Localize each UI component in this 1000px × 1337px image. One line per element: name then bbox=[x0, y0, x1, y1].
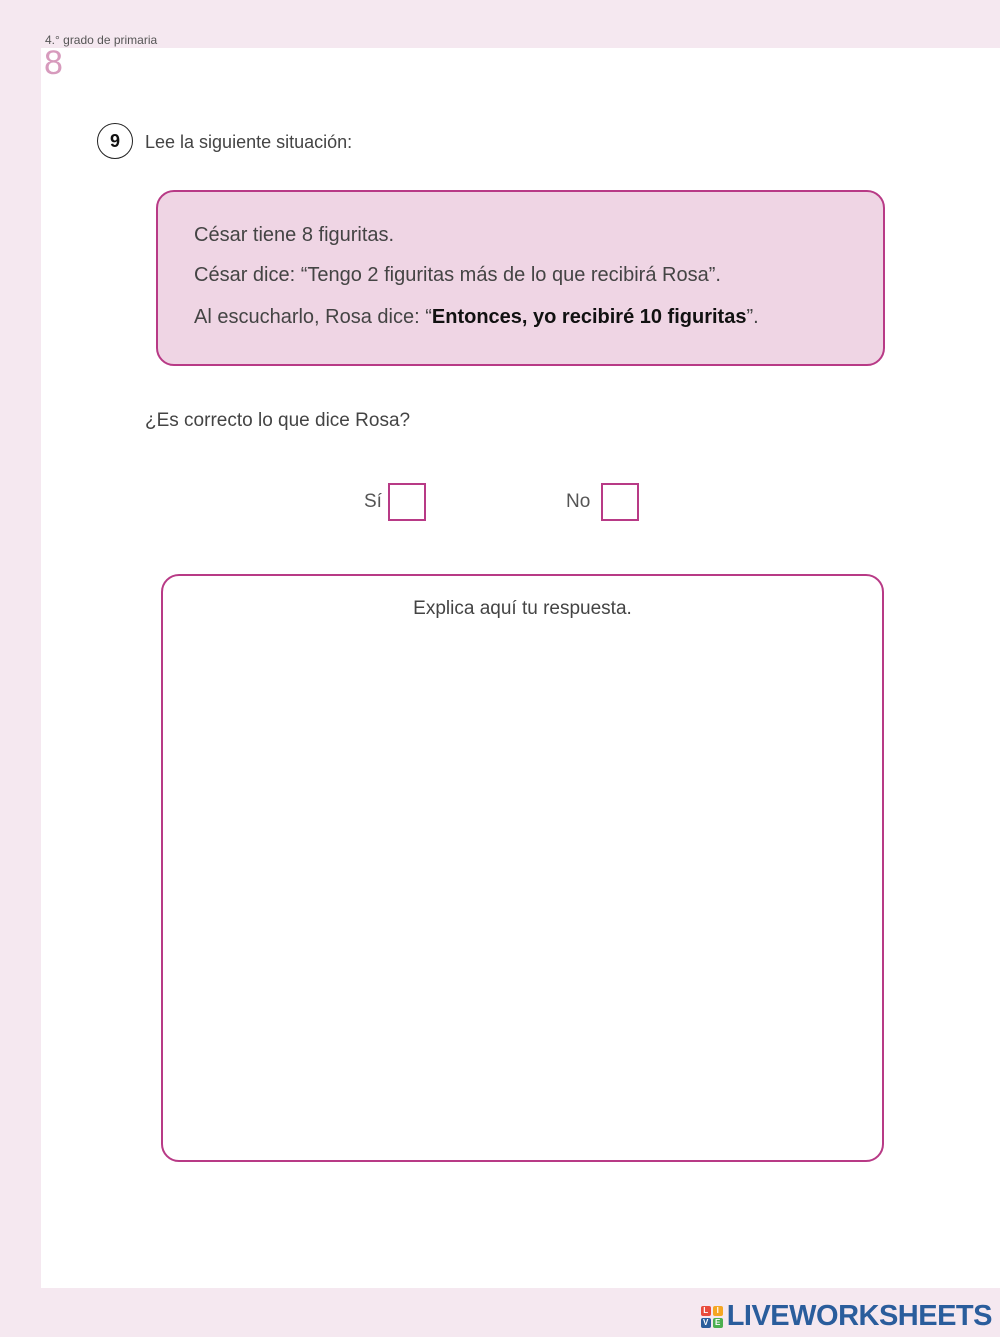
answer-label: Explica aquí tu respuesta. bbox=[413, 598, 632, 619]
grade-label: 4.° grado de primaria bbox=[45, 33, 158, 47]
choice-question: ¿Es correcto lo que dice Rosa? bbox=[145, 410, 411, 431]
no-label: No bbox=[566, 491, 591, 512]
brand-text: LIVEWORKSHEETS bbox=[726, 1300, 992, 1332]
page-number: 8 bbox=[44, 44, 63, 82]
no-checkbox[interactable] bbox=[601, 483, 639, 521]
liveworksheets-logo-icon bbox=[701, 1306, 723, 1328]
situation-line-3-bold: Entonces, yo recibiré 10 figuritas bbox=[431, 306, 747, 328]
yes-checkbox[interactable] bbox=[388, 483, 426, 521]
situation-line-3 bbox=[194, 306, 759, 329]
situation-line-3-suffix: ”. bbox=[746, 306, 759, 328]
question-prompt: Lee la siguiente situación: bbox=[145, 132, 353, 152]
yes-label: Sí bbox=[364, 491, 382, 512]
logo-letter: E bbox=[713, 1318, 723, 1328]
liveworksheets-brand bbox=[701, 1300, 992, 1333]
logo-letter: I bbox=[713, 1306, 723, 1316]
situation-box bbox=[156, 190, 885, 366]
situation-line-1: César tiene 8 figuritas. bbox=[194, 224, 395, 246]
situation-line-2: César dice: “Tengo 2 figuritas más de lo que recibirá Rosa”. bbox=[194, 264, 721, 286]
logo-letter: V bbox=[701, 1318, 711, 1328]
situation-line-3-prefix: Al escucharlo, Rosa dice: “ bbox=[194, 306, 432, 328]
answer-box[interactable] bbox=[161, 574, 884, 1162]
question-number: 9 bbox=[97, 123, 133, 159]
logo-letter: L bbox=[701, 1306, 711, 1316]
